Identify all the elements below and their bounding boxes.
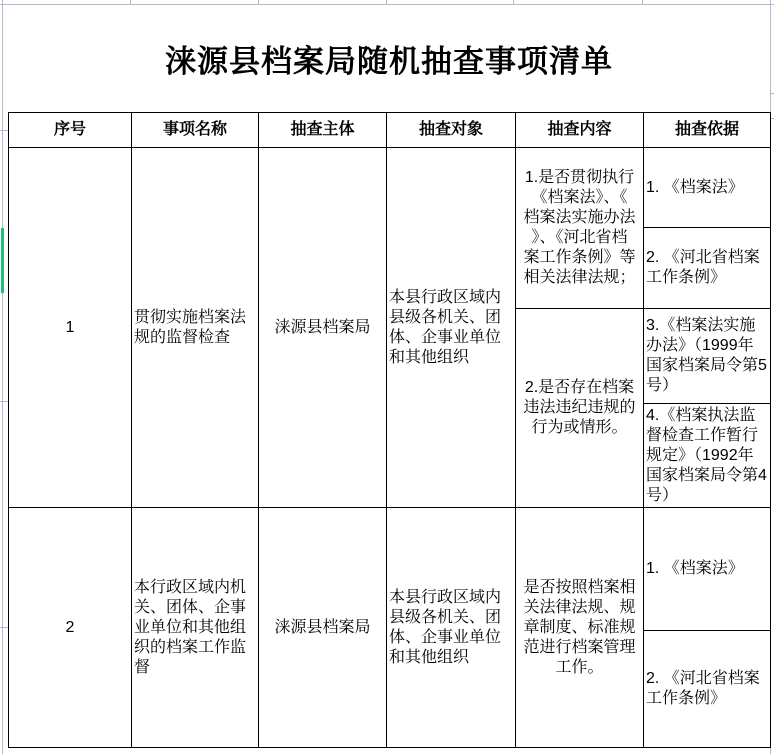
page-title[interactable] bbox=[8, 4, 770, 112]
inspection-items-table bbox=[8, 112, 771, 748]
header-cell-item-name[interactable]: 事项名称 bbox=[132, 113, 259, 148]
row1-cell-content-1[interactable]: 1.是否贯彻执行 《档案法》、《 档案法实施办法 》、《河北省档 案工作条例》等 相关法律法规； bbox=[516, 148, 644, 309]
header-cell-content[interactable]: 抽查内容 bbox=[516, 113, 644, 148]
sheet-row-tick bbox=[0, 627, 8, 628]
row2-cell-item-name[interactable]: 本行政区域内机 关、团体、企事 业单位和其他组 织的档案工作监 督 bbox=[132, 508, 259, 748]
selection-indicator-bar bbox=[1, 228, 4, 293]
sheet-row-tick bbox=[0, 401, 8, 402]
row1-cell-item-name[interactable]: 贯彻实施档案法 规的监督检查 bbox=[132, 148, 259, 508]
row2-cell-content-1[interactable]: 是否按照档案相 关法律法规、规 章制度、标准规 范进行档案管理 工作。 bbox=[516, 508, 644, 748]
row1-cell-content-2[interactable]: 2.是否存在档案 违法违纪违规的 行为或情形。 bbox=[516, 309, 644, 508]
row1-cell-target[interactable]: 本县行政区域内 县级各机关、团 体、企事业单位 和其他组织 bbox=[387, 148, 516, 508]
page-title-text: 涞源县档案局随机抽查事项清单 bbox=[165, 43, 613, 79]
header-cell-basis[interactable]: 抽查依据 bbox=[644, 113, 771, 148]
row1-cell-subject[interactable]: 涞源县档案局 bbox=[259, 148, 387, 508]
row2-cell-no[interactable]: 2 bbox=[9, 508, 132, 748]
sheet-gridline-vertical-left bbox=[2, 0, 3, 754]
sheet-row-tick bbox=[0, 130, 8, 131]
sheet-row-tick bbox=[770, 93, 774, 94]
row2-cell-basis-2[interactable]: 2. 《河北省档案 工作条例》 bbox=[644, 631, 771, 748]
header-cell-subject[interactable]: 抽查主体 bbox=[259, 113, 387, 148]
row2-cell-target[interactable]: 本县行政区域内 县级各机关、团 体、企事业单位 和其他组织 bbox=[387, 508, 516, 748]
row2-cell-basis-1[interactable]: 1. 《档案法》 bbox=[644, 508, 771, 631]
row2-cell-subject[interactable]: 涞源县档案局 bbox=[259, 508, 387, 748]
row1-cell-basis-2[interactable]: 2. 《河北省档案 工作条例》 bbox=[644, 228, 771, 309]
header-cell-no[interactable]: 序号 bbox=[9, 113, 132, 148]
header-cell-target[interactable]: 抽查对象 bbox=[387, 113, 516, 148]
row1-cell-no[interactable]: 1 bbox=[9, 148, 132, 508]
row1-cell-basis-4[interactable]: 4.《档案执法监 督检查工作暂行 规定》（1992年 国家档案局令第4 号） bbox=[644, 404, 771, 508]
row1-cell-basis-1[interactable]: 1. 《档案法》 bbox=[644, 148, 771, 228]
row1-cell-basis-3[interactable]: 3.《档案法实施 办法》（1999年 国家档案局令第5 号） bbox=[644, 309, 771, 404]
